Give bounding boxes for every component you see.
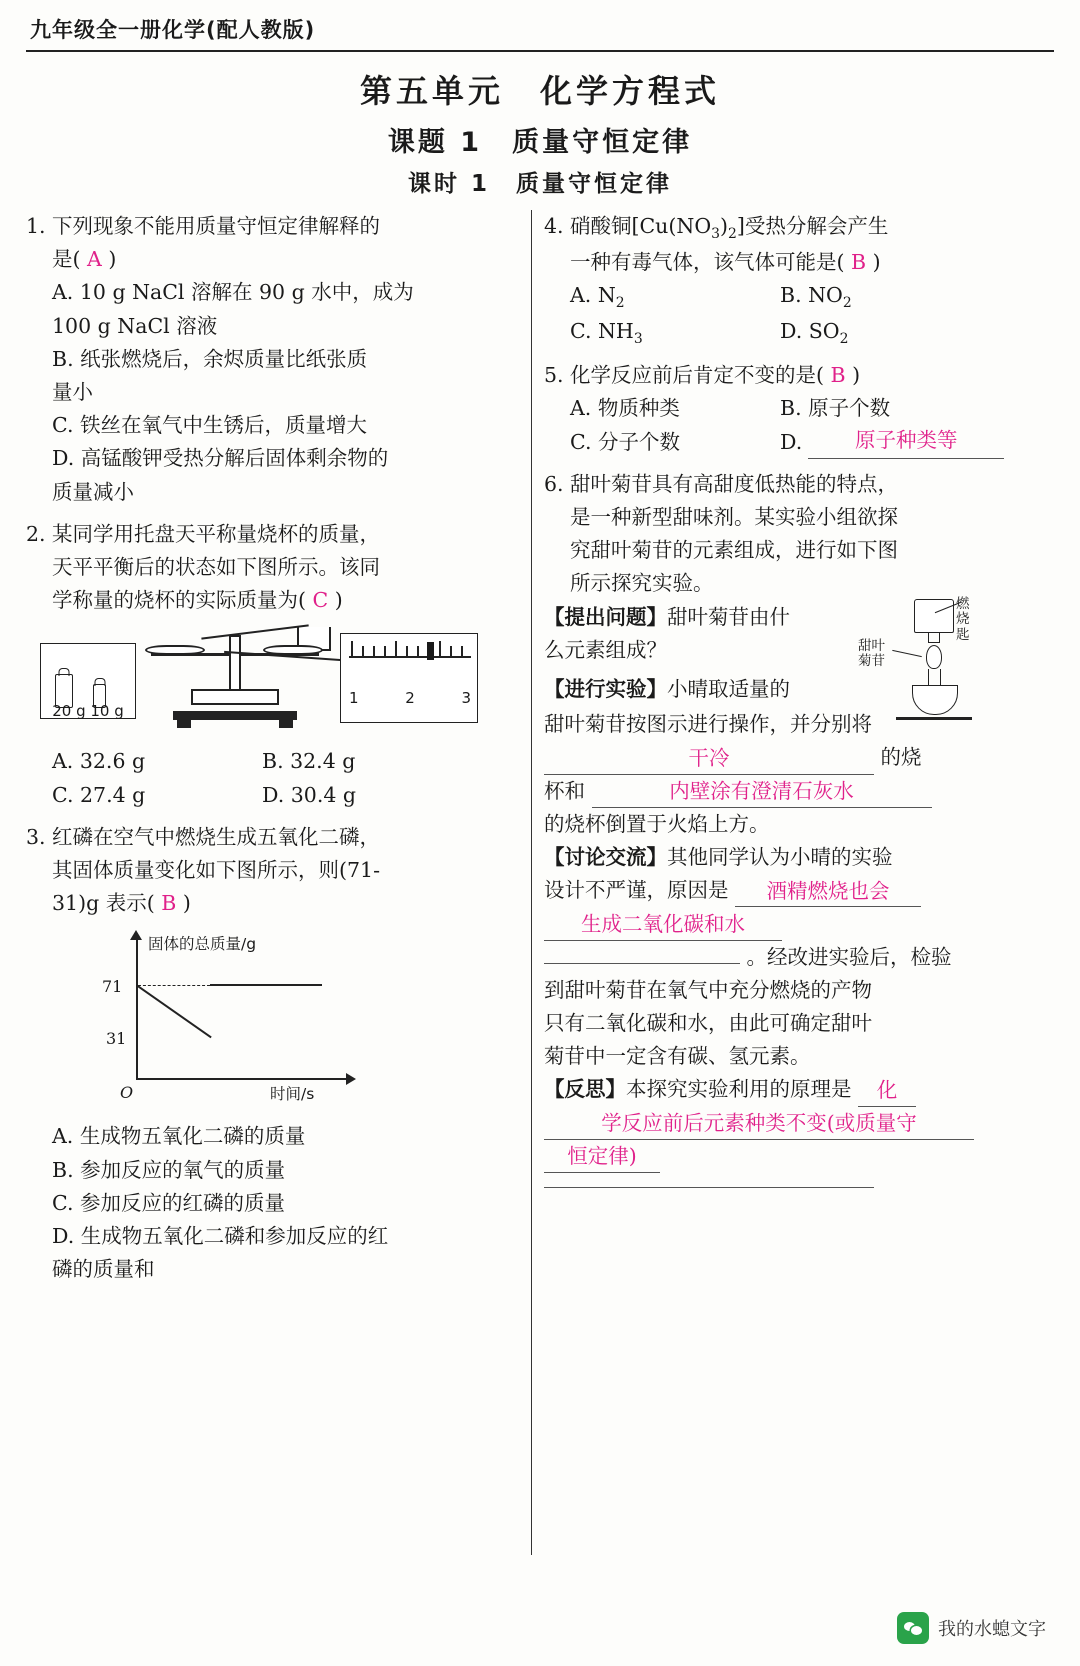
question-4-sub-2: 2: [728, 226, 737, 243]
question-1-stem-line1: 下列现象不能用质量守恒定律解释的: [52, 214, 380, 238]
page-title: 第五单元 化学方程式: [359, 72, 720, 110]
question-3-stem-line1: 红磷在空气中燃烧生成五氧化二磷，: [52, 824, 380, 849]
question-5-paren-close: ): [852, 363, 861, 388]
question-6-stem-line1: 甜叶菊苷具有高甜度低热能的特点，: [570, 471, 898, 496]
question-3-option-a: A. 生成物五氧化二磷的质量: [52, 1124, 306, 1149]
y-axis-label: 固体的总质量/g: [148, 935, 257, 954]
question-2-answer: C: [312, 588, 329, 613]
question-4-option-a-sub: 2: [615, 294, 625, 311]
ruler-detail-box: [340, 633, 478, 723]
question-1-option-b1: B. 纸张燃烧后，余烬质量比纸张质: [52, 346, 368, 371]
question-4-option-c: C. NH: [570, 318, 634, 343]
question-6-blank-4a[interactable]: 化: [858, 1076, 916, 1107]
label-burning-spoon: 燃 烧 匙: [956, 595, 970, 643]
question-3: [26, 821, 500, 1287]
ruler-num-2: 2: [405, 689, 415, 708]
question-6-problem-line2: 么元素组成？: [544, 637, 667, 662]
question-1: [26, 210, 500, 509]
question-5-option-a: A. 物质种类: [570, 396, 680, 421]
question-4-number: 4.: [544, 214, 564, 238]
x-axis: [136, 1078, 348, 1080]
topic-title: 课题 1 质量守恒定律: [387, 127, 693, 158]
beaker-holder-icon: [928, 633, 940, 643]
lamp-body: [912, 685, 958, 715]
question-4-option-a: A. N: [570, 282, 616, 307]
balance-foot-right: [279, 720, 293, 728]
left-column: [26, 210, 518, 1295]
question-2: [26, 518, 500, 812]
question-6-reflection-text: 本探究实验利用的原理是: [626, 1077, 852, 1102]
question-5-option-b: B. 原子个数: [780, 396, 891, 421]
question-5-stem: 化学反应前后肯定不变的是(: [570, 363, 824, 388]
question-6-experiment-line1: 小晴取适量的: [667, 677, 790, 702]
question-2-option-d: D. 30.4 g: [262, 782, 357, 807]
question-4: [544, 210, 1010, 350]
balance-foot-left: [177, 720, 191, 728]
origin-label: O: [120, 1083, 134, 1103]
question-6-blank-4b[interactable]: 学反应前后元素种类不变(或质量守: [544, 1109, 974, 1140]
balance-post: [229, 635, 241, 697]
watermark: [897, 1612, 1046, 1644]
balance-scale-icon: [145, 625, 325, 735]
question-5-option-d-label: D.: [780, 429, 803, 454]
question-6-after-blank-1: 的烧: [880, 745, 922, 770]
question-4-sub-1: 3: [711, 226, 721, 243]
watermark-text: 我的水螅文字: [938, 1619, 1046, 1640]
question-6-stem-line3: 究甜叶菊苷的元素组成，进行如下图: [570, 538, 898, 563]
question-6-problem-line1: 甜叶菊苷由什: [667, 604, 790, 629]
question-4-option-d: D. SO: [780, 318, 840, 343]
question-4-stem-line2: 一种有毒气体，该气体可能是(: [570, 249, 845, 274]
experiment-block: [544, 595, 1010, 707]
question-6-stem-line4: 所示探究实验。: [570, 571, 714, 596]
y-tick-71: 71: [102, 977, 123, 997]
question-6-number: 6.: [544, 471, 564, 496]
balance-slider-scale: [191, 689, 279, 705]
question-1-number: 1.: [26, 214, 46, 238]
question-2-options-row-1: [26, 745, 500, 778]
alcohol-lamp-icon: [902, 669, 966, 717]
question-2-stem-line3: 学称量的烧杯的实际质量为(: [52, 588, 306, 613]
running-head: 九年级全一册化学(配人教版): [30, 18, 316, 42]
question-1-paren-close: ): [108, 247, 117, 272]
question-1-option-d2: 质量减小: [52, 479, 134, 504]
question-6-blank-1[interactable]: 干冷: [544, 744, 874, 775]
question-2-stem-line1: 某同学用托盘天平称量烧杯的质量，: [52, 521, 380, 546]
lamp-base-line: [896, 717, 972, 720]
question-4-option-d-sub: 2: [839, 330, 849, 347]
question-5-number: 5.: [544, 363, 564, 388]
question-1-option-c: C. 铁丝在氧气中生锈后，质量增大: [52, 413, 367, 438]
question-2-number: 2.: [26, 521, 46, 546]
question-6-tag-problem: 【提出问题】: [544, 604, 667, 629]
question-3-stem-line3: 31)g 表示(: [52, 891, 155, 916]
question-2-stem-line2: 天平平衡后的状态如下图所示。该同: [52, 555, 380, 580]
mass-vs-time-chart: [74, 930, 404, 1110]
question-1-option-a1: A. 10 g NaCl 溶解在 90 g 水中，成为: [52, 280, 414, 305]
question-3-paren-close: ): [182, 891, 191, 916]
question-5-option-c: C. 分子个数: [570, 429, 680, 454]
leader-line-sample: [892, 650, 922, 658]
question-6-blank-3a[interactable]: 酒精燃烧也会: [735, 877, 921, 908]
question-1-option-b2: 量小: [52, 380, 93, 405]
question-2-paren-close: ): [334, 588, 343, 613]
question-2-options-row-2: [26, 779, 500, 812]
curve-plateau-segment: [210, 984, 322, 986]
question-6-before-blank-2: 杯和: [544, 778, 585, 803]
question-4-option-b-sub: 2: [842, 294, 852, 311]
question-6: [544, 468, 1010, 1188]
label-sample: 甜叶 菊苷: [858, 637, 885, 670]
flame-icon: [926, 645, 942, 669]
leader-line-weights: [201, 625, 308, 640]
question-6-discussion-line1: 其他同学认为小晴的实验: [667, 845, 893, 870]
balance-base: [173, 711, 297, 720]
question-6-tag-experiment: 【进行实验】: [544, 677, 667, 702]
combustion-experiment-figure: [856, 595, 1012, 745]
column-divider: [531, 210, 532, 1555]
x-axis-arrow: [346, 1073, 356, 1085]
question-6-blank-3b[interactable]: 生成二氧化碳和水: [544, 910, 782, 941]
question-5-options-row-1: [544, 392, 1010, 425]
lamp-neck: [928, 669, 941, 687]
right-column: [518, 210, 1010, 1295]
question-5-answer: B: [830, 363, 846, 388]
question-2-option-c: C. 27.4 g: [52, 782, 146, 807]
question-6-blank-2[interactable]: 内壁涂有澄清石灰水: [592, 777, 932, 808]
question-6-blank-4c[interactable]: 恒定律): [544, 1142, 660, 1173]
x-axis-label: 时间/s: [270, 1085, 315, 1104]
two-column-body: [26, 210, 1054, 1295]
question-6-tail-line1: 到甜叶菊苷在氧气中充分燃烧的产物: [544, 977, 872, 1002]
question-6-tail-line3: 菊苷中一定含有碳、氢元素。: [544, 1044, 811, 1069]
question-6-after-blank-2: 的烧杯倒置于火焰上方。: [544, 811, 770, 836]
balance-figure: [40, 625, 480, 735]
question-2-option-b: B. 32.4 g: [262, 749, 356, 774]
lesson-title: 课时 1 质量守恒定律: [407, 171, 672, 197]
question-4-stem-c: ]受热分解会产生: [736, 214, 889, 238]
wechat-logo-icon: [897, 1612, 929, 1644]
question-5-answer-blank[interactable]: 原子种类等: [808, 426, 1004, 459]
question-3-option-c: C. 参加反应的红磷的质量: [52, 1190, 285, 1215]
ruler-num-3: 3: [461, 689, 471, 708]
balance-pan-left: [145, 645, 205, 655]
question-3-number: 3.: [26, 824, 46, 849]
inverted-beaker-icon: [914, 599, 954, 633]
question-3-option-d2: 磷的质量和: [52, 1257, 155, 1282]
question-6-stem-line2: 是一种新型甜味剂。某实验小组欲探: [570, 505, 898, 530]
question-1-answer: A: [87, 247, 102, 272]
question-6-tail-line2: 只有二氧化碳和水，由此可确定甜叶: [544, 1011, 872, 1036]
question-5-options-row-2: [544, 426, 1010, 459]
ruler-line: [349, 656, 471, 658]
header-rule: [26, 50, 1054, 52]
question-6-tag-discussion: 【讨论交流】: [544, 845, 667, 870]
question-6-experiment-line2: 甜叶菊苷按图示进行操作，并分别将: [544, 712, 872, 737]
question-6-blank-3c[interactable]: [544, 963, 740, 964]
question-3-option-d1: D. 生成物五氧化二磷和参加反应的红: [52, 1224, 389, 1249]
question-4-stem-b: ): [720, 214, 729, 238]
question-3-answer: B: [161, 891, 177, 916]
question-3-option-b: B. 参加反应的氧气的质量: [52, 1157, 286, 1182]
question-2-option-a: A. 32.6 g: [52, 749, 146, 774]
question-4-paren-close: ): [872, 249, 881, 274]
curve-rising-segment: [138, 985, 212, 1037]
question-6-after-blank-3: 。经改进实验后，检验: [746, 944, 952, 969]
question-5: [544, 359, 1010, 459]
weights-label: 20 g 10 g: [52, 702, 124, 721]
ruler-num-1: 1: [349, 689, 359, 708]
question-1-option-a2: 100 g NaCl 溶液: [52, 313, 218, 338]
question-4-option-b: B. NO: [780, 282, 843, 307]
ruler-slider-marker: [427, 642, 434, 660]
question-1-option-d1: D. 高锰酸钾受热分解后固体剩余物的: [52, 446, 389, 471]
question-4-option-c-sub: 3: [633, 330, 643, 347]
question-3-stem-line2: 其固体质量变化如下图所示，则(71-: [52, 858, 381, 883]
question-4-options-row-2: [544, 315, 1010, 351]
question-4-answer: B: [851, 249, 867, 274]
question-4-options-row-1: [544, 279, 1010, 315]
question-6-blank-4d[interactable]: [544, 1187, 874, 1188]
question-6-discussion-line2: 设计不严谨，原因是: [544, 878, 729, 903]
question-1-stem-line2: 是(: [52, 247, 81, 272]
y-tick-31: 31: [106, 1029, 127, 1049]
question-6-tag-reflection: 【反思】: [544, 1077, 626, 1102]
question-4-stem-a: 硝酸铜[Cu(NO: [570, 214, 712, 238]
